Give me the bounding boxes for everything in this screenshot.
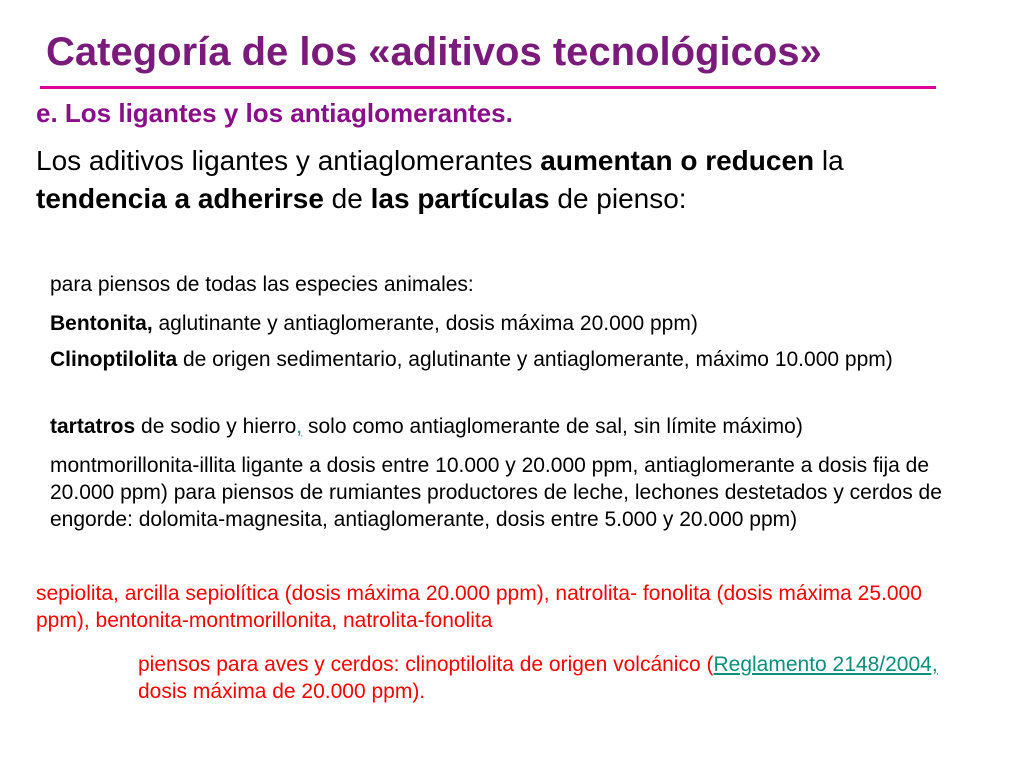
slide-title: Categoría de los «aditivos tecnológicos»: [46, 30, 822, 74]
reglamento-link[interactable]: Reglamento 2148/2004,: [713, 653, 938, 676]
intro-text-3: de: [323, 183, 371, 214]
clinoptilolita-description: de origen sedimentario, aglutinante y antiaglomerante, máximo 10.000 ppm): [177, 348, 893, 371]
intro-paragraph: [36, 142, 936, 218]
tartatros-description: solo como antiaglomerante de sal, sin límite máximo): [302, 415, 803, 438]
aves-text: piensos para aves y cerdos: clinoptilolita de origen volcánico (: [138, 653, 714, 676]
intro-bold-2: tendencia a adherirse: [36, 183, 324, 214]
aves-dosis-text: dosis máxima de 20.000 ppm).: [138, 680, 426, 703]
bentonita-description: aglutinante y antiaglomerante, dosis máxima 20.000 ppm): [152, 312, 698, 335]
clinoptilolita-name: Clinoptilolita: [50, 348, 178, 371]
tartatros-comma-link[interactable]: ,: [296, 415, 303, 438]
intro-bold-1: aumentan o reducen: [540, 145, 815, 176]
tartatros-text: de sodio y hierro: [135, 415, 297, 438]
item-montmorillonita: montmorillonita-illita ligante a dosis entre 10.000 y 20.000 ppm, antiaglomerante a dosis fija de 20.000 ppm) para piensos de rumiantes productores de leche, lechones destetados y cerdos de engorde: dolomita-magnesita, antiaglomerante, dosis entre 5.000 y 20.000 ppm): [50, 454, 942, 531]
section-subtitle: e. Los ligantes y los antiaglomerantes.: [36, 98, 513, 128]
item-tartatros: [50, 413, 980, 440]
intro-bold-3: las partículas: [370, 183, 550, 214]
intro-text-1: Los aditivos ligantes y antiaglomerantes: [36, 145, 541, 176]
title-underline: [40, 86, 936, 89]
tartatros-name: tartatros: [50, 415, 136, 438]
item-species: para piensos de todas las especies animales:: [50, 273, 474, 296]
red-item-sepiolita: sepiolita, arcilla sepiolítica (dosis máxima 20.000 ppm), natrolita- fonolita (dosis máxima 25.000 ppm), bentonita-montmorillonita, natrolita-fonolita: [36, 582, 922, 632]
item-clinoptilolita: [50, 346, 930, 373]
intro-text-4: de pienso:: [549, 183, 687, 214]
intro-text-2: la: [814, 145, 844, 176]
bentonita-name: Bentonita,: [50, 312, 153, 335]
red-item-aves-cerdos: [138, 651, 988, 705]
item-bentonita: [50, 310, 980, 337]
